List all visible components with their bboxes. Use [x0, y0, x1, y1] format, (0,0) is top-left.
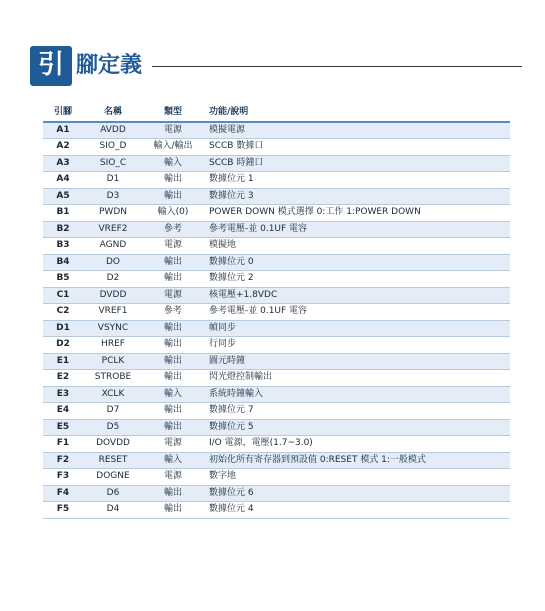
title-divider [152, 66, 522, 67]
function-cell: I/O 電源，電壓(1.7~3.0) [203, 436, 510, 453]
name-cell: D1 [83, 172, 143, 189]
type-cell: 輸出 [143, 188, 203, 205]
pin-cell: F5 [43, 502, 83, 519]
name-cell: VREF2 [83, 221, 143, 238]
pin-cell: A2 [43, 139, 83, 156]
type-cell: 輸入 [143, 155, 203, 172]
name-cell: VSYNC [83, 320, 143, 337]
type-cell: 輸出 [143, 172, 203, 189]
type-cell: 輸入 [143, 452, 203, 469]
function-cell: 幀同步 [203, 320, 510, 337]
table-row [43, 238, 510, 255]
type-cell: 輸出 [143, 502, 203, 519]
pin-cell: E2 [43, 370, 83, 387]
table-row [43, 172, 510, 189]
name-cell: D7 [83, 403, 143, 420]
function-cell: 數據位元 7 [203, 403, 510, 420]
function-cell: 圖元時鐘 [203, 353, 510, 370]
type-cell: 電源 [143, 436, 203, 453]
table-row [43, 485, 510, 502]
type-cell: 輸出 [143, 370, 203, 387]
name-cell: VREF1 [83, 304, 143, 321]
type-cell: 電源 [143, 287, 203, 304]
function-cell: 核電壓+1.8VDC [203, 287, 510, 304]
header-pin: 引腳 [43, 105, 83, 122]
type-cell: 輸出 [143, 403, 203, 420]
pin-cell: B1 [43, 205, 83, 222]
function-cell: 參考電壓-並 0.1UF 電容 [203, 304, 510, 321]
type-cell: 輸出 [143, 254, 203, 271]
pin-cell: F1 [43, 436, 83, 453]
function-cell: 數據位元 1 [203, 172, 510, 189]
table-row [43, 386, 510, 403]
table-row [43, 452, 510, 469]
header-name: 名稱 [83, 105, 143, 122]
header-type: 類型 [143, 105, 203, 122]
function-cell: 數據位元 5 [203, 419, 510, 436]
function-cell: 數據位元 4 [203, 502, 510, 519]
type-cell: 電源 [143, 469, 203, 486]
title-rest-text: 腳定義 [76, 53, 143, 78]
table-row [43, 370, 510, 387]
pin-cell: C2 [43, 304, 83, 321]
name-cell: DVDD [83, 287, 143, 304]
pin-cell: B4 [43, 254, 83, 271]
name-cell: AVDD [83, 122, 143, 139]
table-row [43, 122, 510, 139]
pin-cell: A1 [43, 122, 83, 139]
name-cell: D3 [83, 188, 143, 205]
type-cell: 輸出 [143, 419, 203, 436]
pin-cell: C1 [43, 287, 83, 304]
pin-cell: A5 [43, 188, 83, 205]
table-row [43, 436, 510, 453]
pin-cell: E1 [43, 353, 83, 370]
title-first-char: 引 [30, 46, 72, 86]
function-cell: 數據位元 6 [203, 485, 510, 502]
function-cell: 數據位元 0 [203, 254, 510, 271]
type-cell: 輸出 [143, 485, 203, 502]
name-cell: PCLK [83, 353, 143, 370]
pin-cell: B2 [43, 221, 83, 238]
table-row [43, 155, 510, 172]
table-row [43, 287, 510, 304]
name-cell: D2 [83, 271, 143, 288]
name-cell: RESET [83, 452, 143, 469]
type-cell: 輸入 [143, 386, 203, 403]
name-cell: D4 [83, 502, 143, 519]
pin-cell: A4 [43, 172, 83, 189]
name-cell: DO [83, 254, 143, 271]
name-cell: DOGNE [83, 469, 143, 486]
section-title [30, 44, 142, 88]
type-cell: 電源 [143, 238, 203, 255]
pin-cell: B3 [43, 238, 83, 255]
pin-cell: E5 [43, 419, 83, 436]
pin-cell: A3 [43, 155, 83, 172]
type-cell: 參考 [143, 221, 203, 238]
table-row [43, 139, 510, 156]
table-row [43, 337, 510, 354]
type-cell: 輸出 [143, 337, 203, 354]
type-cell: 輸入/輸出 [143, 139, 203, 156]
table-row [43, 205, 510, 222]
table-row [43, 320, 510, 337]
pin-cell: F3 [43, 469, 83, 486]
pin-cell: E4 [43, 403, 83, 420]
name-cell: AGND [83, 238, 143, 255]
function-cell: 系統時鐘輸入 [203, 386, 510, 403]
type-cell: 電源 [143, 122, 203, 139]
function-cell: SCCB 數據口 [203, 139, 510, 156]
function-cell: 數據位元 3 [203, 188, 510, 205]
name-cell: SIO_C [83, 155, 143, 172]
pin-cell: D1 [43, 320, 83, 337]
table-row [43, 254, 510, 271]
table-row [43, 419, 510, 436]
name-cell: PWDN [83, 205, 143, 222]
name-cell: D6 [83, 485, 143, 502]
table-row [43, 403, 510, 420]
table-row [43, 353, 510, 370]
function-cell: SCCB 時鐘口 [203, 155, 510, 172]
function-cell: 數據位元 2 [203, 271, 510, 288]
type-cell: 輸出 [143, 353, 203, 370]
pin-definition-table [43, 105, 510, 519]
pin-cell: F2 [43, 452, 83, 469]
table-row [43, 188, 510, 205]
name-cell: HREF [83, 337, 143, 354]
function-cell: 模擬電源 [203, 122, 510, 139]
table-row [43, 304, 510, 321]
table-header-row [43, 105, 510, 122]
table-row [43, 469, 510, 486]
function-cell: 閃光燈控制輸出 [203, 370, 510, 387]
table-row [43, 502, 510, 519]
pin-cell: B5 [43, 271, 83, 288]
pin-cell: F4 [43, 485, 83, 502]
function-cell: 參考電壓-並 0.1UF 電容 [203, 221, 510, 238]
name-cell: XCLK [83, 386, 143, 403]
function-cell: 數字地 [203, 469, 510, 486]
type-cell: 輸入(0) [143, 205, 203, 222]
function-cell: 行同步 [203, 337, 510, 354]
function-cell: POWER DOWN 模式選擇 0:工作 1:POWER DOWN [203, 205, 510, 222]
pin-cell: E3 [43, 386, 83, 403]
name-cell: STROBE [83, 370, 143, 387]
table-row [43, 221, 510, 238]
pin-cell: D2 [43, 337, 83, 354]
function-cell: 模擬地 [203, 238, 510, 255]
type-cell: 參考 [143, 304, 203, 321]
function-cell: 初始化所有寄存器到預設值 0:RESET 模式 1:一般模式 [203, 452, 510, 469]
type-cell: 輸出 [143, 271, 203, 288]
header-function: 功能/說明 [203, 105, 510, 122]
table-row [43, 271, 510, 288]
name-cell: DOVDD [83, 436, 143, 453]
name-cell: D5 [83, 419, 143, 436]
name-cell: SIO_D [83, 139, 143, 156]
type-cell: 輸出 [143, 320, 203, 337]
